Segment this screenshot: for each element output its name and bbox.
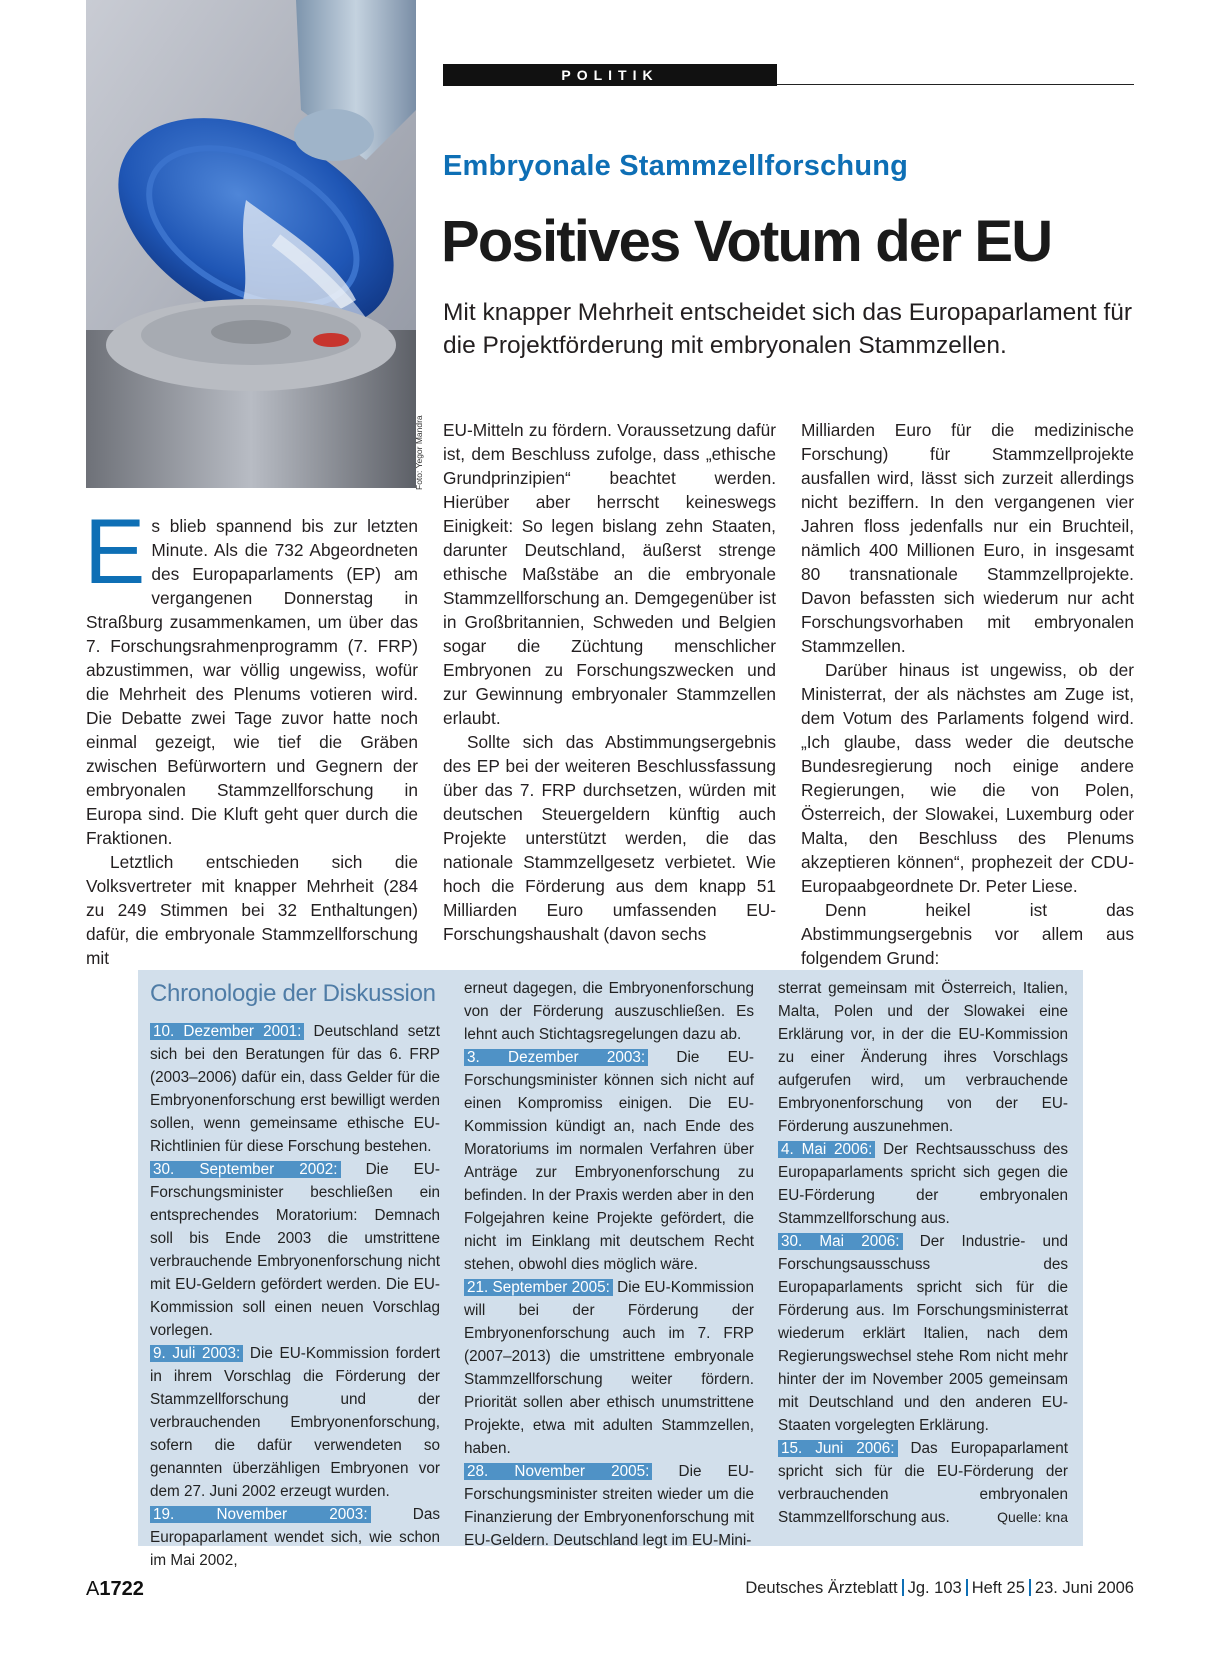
- ressort-rule: [777, 84, 1134, 85]
- chronology-date: 30. Mai 2006:: [778, 1233, 903, 1250]
- chronology-entry: 10. Dezember 2001: Deutschland setzt sich bei den Beratungen für das 6. FRP (2003–2006) dafür ein, dass Gelder für die Embryonenforschung erst bewilligt werden sollen, wenn gemeinsame ethische EU-Richtlinien für diese Forschung bestehen.: [150, 1023, 441, 1155]
- chronology-entry: 4. Mai 2006: Der Rechtsausschuss des Europaparlaments spricht sich gegen die EU-Förderung der embryonalen Stammzellforschung aus.: [778, 1141, 1069, 1227]
- chronology-date: 10. Dezember 2001:: [150, 1023, 304, 1040]
- chronology-date: 9. Juli 2003:: [150, 1345, 243, 1362]
- chronology-entry: sterrat gemeinsam mit Österreich, Italien, Malta, Polen und der Slowakei eine Erklärung vor, in der die EU-Kommission zu einer Änderung ihres Vorschlags aufgerufen wird, um verbrauchende Embryonenforschung von der EU-Förderung auszunehmen.: [778, 980, 1068, 1135]
- article-column-1: [84, 501, 418, 970]
- article-column-2: [443, 418, 776, 946]
- separator: [966, 1579, 968, 1596]
- article-paragraph: Darüber hinaus ist ungewiss, ob der Ministerrat, der als nächstes am Zuge ist, dem Votum des Parlaments folgend wird. „Ich glaube, dass weder die deutsche Bundesregierung noch einige andere Regierungen, wie die von Polen, Österreich, der Slowakei, Luxemburg oder Malta, den Beschluss des Plenums akzeptieren können“, prophezeit der CDU-Europaabgeordnete Dr. Peter Liese.: [801, 660, 1134, 896]
- chronology-entry: 30. Mai 2006: Der Industrie- und Forschungsausschuss des Europaparlaments spricht sich für die Förderung aus. Im Forschungsministerrat wiederum erklärt Italien, nach dem Regierungswechsel stehe Rom nicht mehr hinter der im November 2005 gemeinsam mit Deutschland und den anderen EU-Staaten vorgelegten Erklärung.: [778, 1233, 1068, 1434]
- chronology-date: 21. September 2005:: [464, 1279, 613, 1296]
- lead-paragraph: Mit knapper Mehrheit entscheidet sich das Europaparlament für die Projektförderung mit embryonalen Stammzellen.: [443, 299, 1133, 359]
- kicker: Embryonale Stammzellforschung: [443, 150, 909, 182]
- ressort-label: POLITIK: [561, 67, 659, 83]
- article-column-3: [801, 418, 1134, 970]
- separator: [902, 1579, 904, 1596]
- chronology-date: 4. Mai 2006:: [778, 1141, 875, 1158]
- article-paragraph: Sollte sich das Abstimmungsergebnis des EP bei der weiteren Beschlussfassung über das 7. FRP durchsetzen, würden mit deutschen Steuergeldern künftig auch Projekte unterstützt werden, die das nationale Stammzellgesetz verbietet. Wie hoch die Förderung aus dem knapp 51 Milliarden Euro umfassenden EU-Forschungshaushalt (davon sechs: [443, 732, 776, 944]
- photo-credit: Foto: Yegor Mandra: [414, 415, 424, 490]
- chronology-date: 28. November 2005:: [464, 1463, 652, 1480]
- chronology-source: Quelle: kna: [997, 1509, 1068, 1525]
- chronology-column-1: [150, 1020, 440, 1572]
- journal-volume: Jg. 103: [907, 1579, 962, 1597]
- chronology-column-3: [778, 977, 1068, 1529]
- page-number: A1722: [86, 1578, 144, 1600]
- chronology-entry: 30. September 2002: Die EU-Forschungsminister beschließen ein entsprechendes Moratorium: Demnach soll bis Ende 2003 die umstrittene verbrauchende Embryonenforschung nicht mit EU-Geldern gefördert werden. Die EU-Kommission soll einen neuen Vorschlag vorlegen.: [150, 1161, 441, 1339]
- chronology-date: 15. Juni 2006:: [778, 1440, 898, 1457]
- chronology-entry: 15. Juni 2006: Das Europaparlament spricht sich für die EU-Förderung der verbrauchenden embryonalen Stammzellforschung aus. Quelle: kna: [778, 1437, 1068, 1529]
- journal-info: [700, 1579, 1134, 1598]
- chronology-entry: 9. Juli 2003: Die EU-Kommission fordert in ihrem Vorschlag die Förderung der Stammzellforschung und der verbrauchenden Embryonenforschung, sofern die dafür verwendeten so genannten überzähligen Embryonen vor dem 27. Juni 2002 erzeugt wurden.: [150, 1345, 440, 1500]
- article-paragraph: Letztlich entschieden sich die Volksvertreter mit knapper Mehrheit (284 zu 249 Stimmen bei 32 Enthaltungen) dafür, die embryonale Stammzellforschung mit: [86, 852, 418, 968]
- article-photo: [86, 0, 416, 488]
- chronology-column-2: [464, 977, 754, 1552]
- chronology-date: 30. September 2002:: [150, 1161, 341, 1178]
- chronology-entry: 19. November 2003: Das Europaparlament wendet sich, wie schon im Mai 2002,: [150, 1506, 441, 1569]
- separator: [1029, 1579, 1031, 1596]
- chronology-entry: erneut dagegen, die Embryonenforschung von der Förderung auszuschließen. Es lehnt auch Stichtagsregelungen dazu ab.: [464, 980, 754, 1043]
- chronology-title: Chronologie der Diskussion: [150, 980, 436, 1007]
- chronology-entry: 28. November 2005: Die EU-Forschungsminister streiten wieder um die Finanzierung der Embryonenforschung mit EU-Geldern. Deutschland legt im EU-Mini-: [464, 1463, 754, 1549]
- article-paragraph: Denn heikel ist das Abstimmungsergebnis vor allem aus folgendem Grund:: [801, 900, 1134, 968]
- article-paragraph: Es blieb spannend bis zur letzten Minute. Als die 732 Abgeordneten des Europaparlaments (EP) am vergangenen Donnerstag in Straßburg zusammenkamen, um über das 7. Forschungsrahmenprogramm (7. FRP) abzustimmen, war völlig ungewiss, wofür die Mehrheit des Plenums votieren wird. Die Debatte zwei Tage zuvor hatte noch einmal gezeigt, wie tief die Gräben zwischen Befürwortern und Gegnern der embryonalen Stammzellforschung in Europa sind. Die Kluft geht quer durch die Fraktionen.: [84, 501, 418, 848]
- headline: Positives Votum der EU: [441, 209, 1052, 274]
- article-paragraph: EU-Mitteln zu fördern. Voraussetzung dafür ist, dem Beschluss zufolge, dass „ethische Grundprinzipien“ beachtet werden. Hierüber aber herrscht keineswegs Einigkeit: So legen bislang zehn Staaten, darunter Deutschland, äußerst strenge ethische Maßstäbe an die embryonale Stammzellforschung an. Demgegenüber ist in Großbritannien, Schweden und Belgien sogar die Züchtung menschlicher Embryonen zu Forschungszwecken und zur Gewinnung embryonaler Stammzellen erlaubt.: [443, 420, 776, 728]
- drop-cap: E: [84, 501, 146, 603]
- chronology-entry: 21. September 2005: Die EU-Kommission will bei der Förderung der Embryonenforschung auch im 7. FRP (2007–2013) die umstrittene embryonale Stammzellforschung weiter fördern. Priorität sollen aber ethisch unumstrittene Projekte, etwa mit adulten Stammzellen, haben.: [464, 1279, 754, 1457]
- chronology-date: 3. Dezember 2003:: [464, 1049, 648, 1066]
- journal-name: Deutsches Ärzteblatt: [745, 1579, 898, 1597]
- journal-date: 23. Juni 2006: [1034, 1579, 1134, 1597]
- chronology-entry: 3. Dezember 2003: Die EU-Forschungsminister können sich nicht auf einen Kompromiss einigen. Die EU-Kommission kündigt an, nach Ende des Moratoriums im normalen Verfahren über Anträge zur Embryonenforschung zu befinden. In der Praxis werden aber in den Folgejahren keine Projekte gefördert, die nicht im Einklang mit deutschem Recht stehen, obwohl dies möglich wäre.: [464, 1049, 754, 1273]
- chronology-date: 19. November 2003:: [150, 1506, 371, 1523]
- article-paragraph: Milliarden Euro für die medizinische Forschung) für Stammzellprojekte ausfallen wird, lässt sich zurzeit allerdings nicht beziffern. In den vergangenen vier Jahren floss jedenfalls nur ein Bruchteil, nämlich 400 Millionen Euro, in insgesamt 80 transnationale Stammzellprojekte. Davon befassten sich wiederum nur acht Forschungsvorhaben mit embryonalen Stammzellen.: [801, 420, 1134, 656]
- journal-issue: Heft 25: [971, 1579, 1025, 1597]
